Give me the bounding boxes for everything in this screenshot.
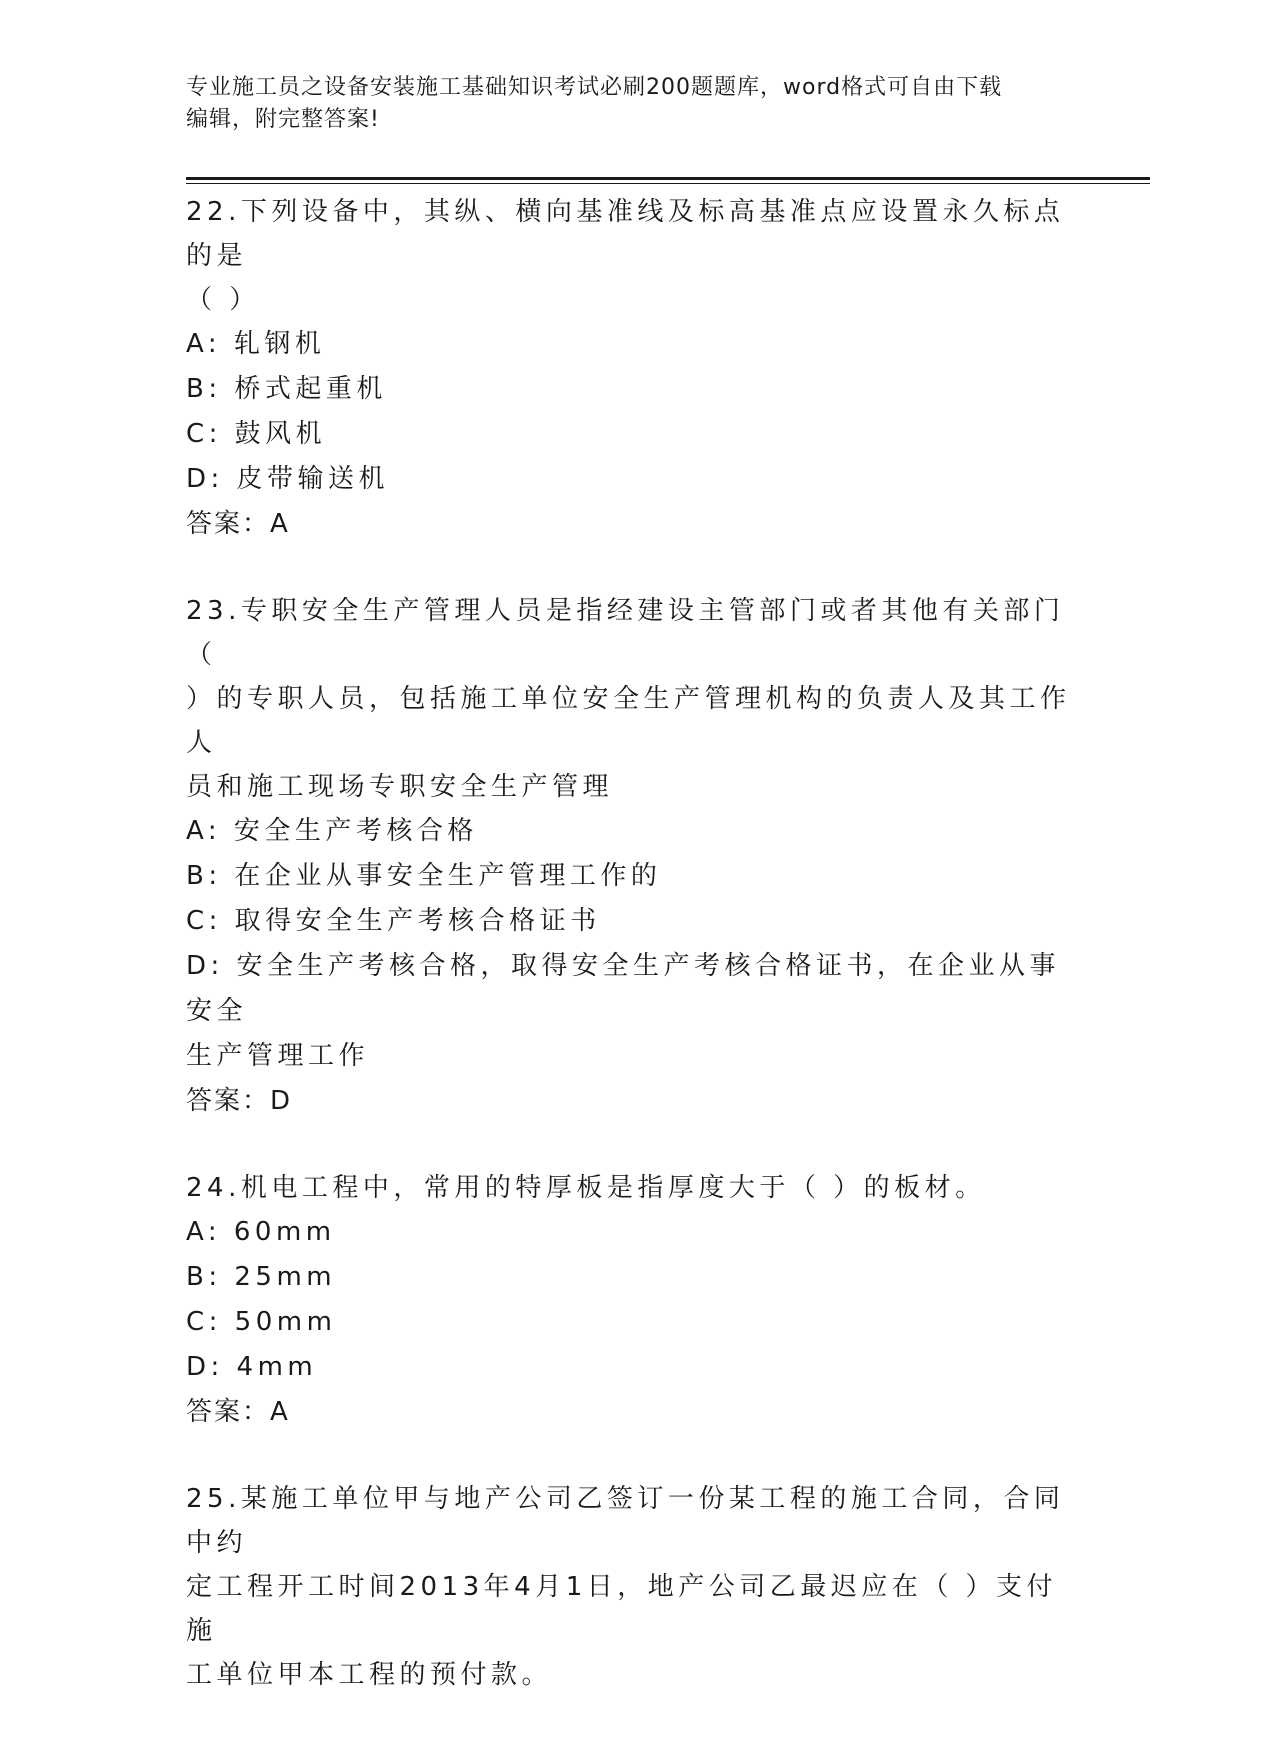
option-a: A: 60mm bbox=[186, 1217, 336, 1247]
answer-line bbox=[186, 502, 1086, 547]
option-d: D: 皮带输送机 bbox=[186, 464, 390, 494]
questions-list bbox=[186, 190, 1086, 1739]
question-22 bbox=[186, 190, 1086, 547]
option-c: C: 50mm bbox=[186, 1307, 337, 1337]
option-c: C: 鼓风机 bbox=[186, 419, 327, 449]
stem-line: 23.专职安全生产管理人员是指经建设主管部门或者其他有关部门（ bbox=[186, 596, 1065, 670]
option-b: B: 桥式起重机 bbox=[186, 374, 387, 404]
answer-value: A bbox=[270, 509, 290, 539]
header-divider-thick bbox=[186, 177, 1150, 180]
stem-line: 25.某施工单位甲与地产公司乙签订一份某工程的施工合同，合同中约 bbox=[186, 1484, 1065, 1558]
stem-line: 22.下列设备中，其纵、横向基准线及标高基准点应设置永久标点的是 bbox=[186, 197, 1065, 271]
stem-line: （ ） bbox=[186, 285, 260, 315]
stem-line: 员和施工现场专职安全生产管理 bbox=[186, 772, 614, 802]
header-line-1: 专业施工员之设备安装施工基础知识考试必刷200题题库，word格式可自由下载 bbox=[186, 75, 1003, 100]
header-line-2: 编辑，附完整答案! bbox=[186, 107, 380, 132]
option-a: A: 轧钢机 bbox=[186, 329, 326, 359]
question-23 bbox=[186, 589, 1086, 1124]
option-d: D: 安全生产考核合格，取得安全生产考核合格证书，在企业从事安全 bbox=[186, 951, 1061, 1026]
answer-label: 答案： bbox=[186, 509, 271, 539]
answer-label: 答案： bbox=[186, 1086, 271, 1116]
stem-line: 定工程开工时间2013年4月1日，地产公司乙最迟应在（ ）支付施 bbox=[186, 1572, 1058, 1646]
option-d: D: 4mm bbox=[186, 1352, 318, 1382]
stem-line: ）的专职人员，包括施工单位安全生产管理机构的负责人及其工作人 bbox=[186, 684, 1071, 758]
answer-line bbox=[186, 1079, 1086, 1124]
answer-value: A bbox=[270, 1397, 290, 1427]
option-c: C: 取得安全生产考核合格证书 bbox=[186, 906, 601, 936]
option-b: B: 在企业从事安全生产管理工作的 bbox=[186, 861, 662, 891]
question-25 bbox=[186, 1477, 1086, 1697]
question-24 bbox=[186, 1166, 1086, 1435]
document-header bbox=[186, 72, 1076, 136]
stem-line: 24.机电工程中，常用的特厚板是指厚度大于（ ）的板材。 bbox=[186, 1173, 986, 1203]
answer-label: 答案： bbox=[186, 1397, 271, 1427]
answer-value: D bbox=[270, 1086, 293, 1116]
stem-line: 工单位甲本工程的预付款。 bbox=[186, 1660, 553, 1690]
question-stem bbox=[186, 589, 1076, 809]
question-stem bbox=[186, 1166, 1076, 1210]
option-a: A: 安全生产考核合格 bbox=[186, 816, 478, 846]
header-divider-thin bbox=[186, 183, 1150, 184]
option-b: B: 25mm bbox=[186, 1262, 337, 1292]
option-d-continued: 生产管理工作 bbox=[186, 1041, 370, 1071]
question-stem bbox=[186, 1477, 1076, 1697]
answer-line bbox=[186, 1390, 1086, 1435]
question-stem bbox=[186, 190, 1076, 322]
